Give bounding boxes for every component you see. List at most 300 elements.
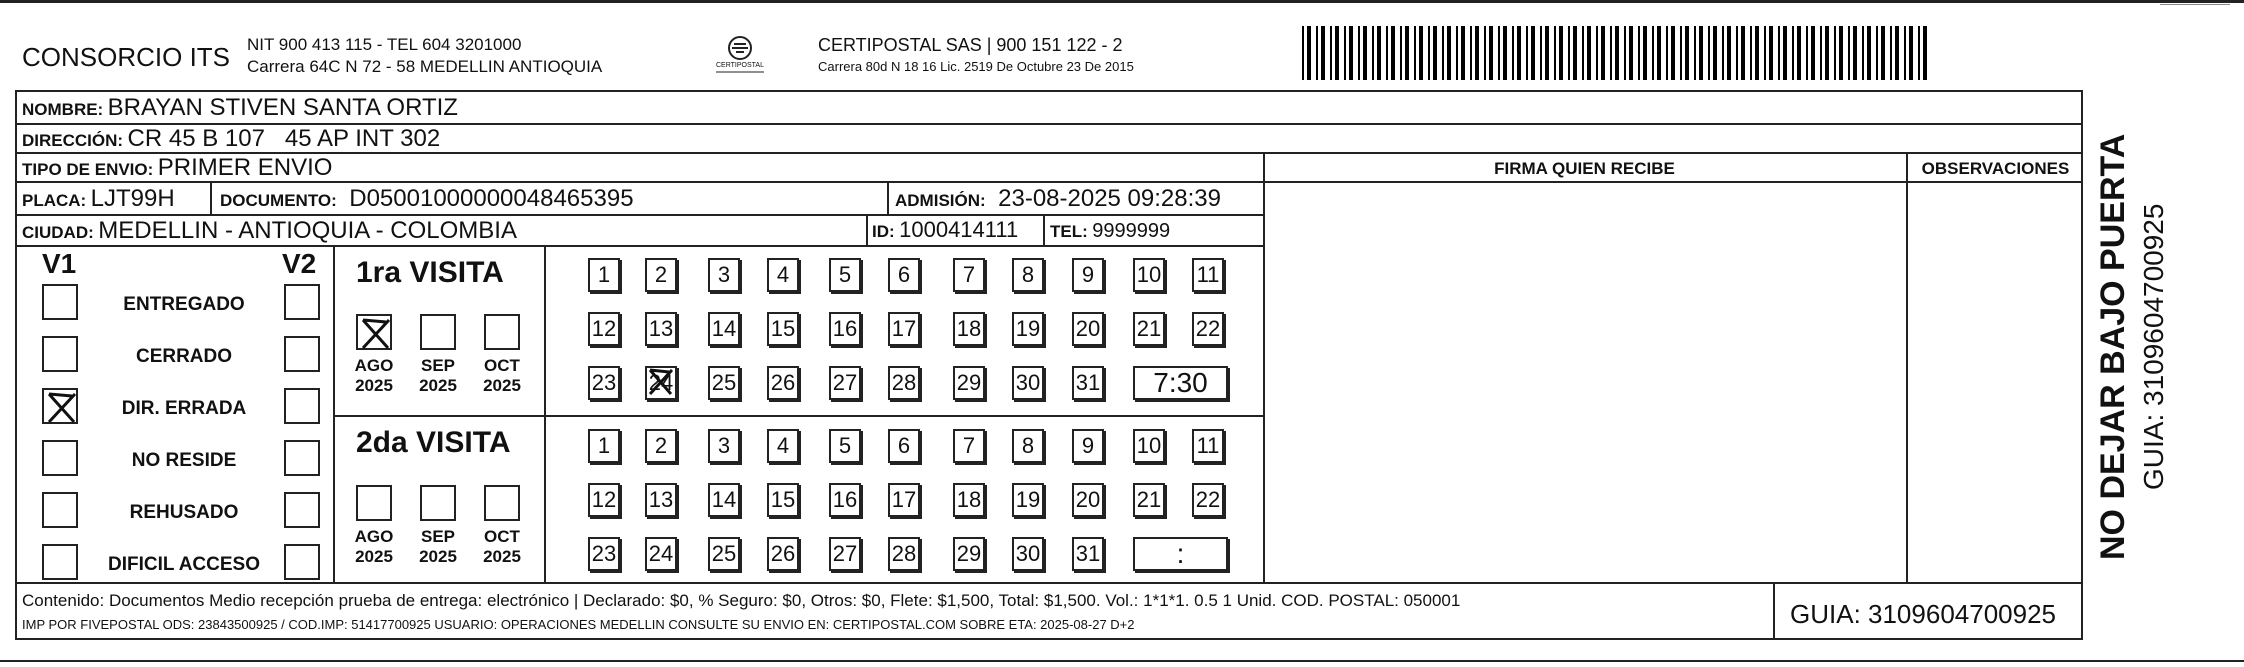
- barcode-bar: [1442, 26, 1444, 80]
- courier-name: CERTIPOSTAL SAS | 900 151 122 - 2: [818, 35, 1123, 55]
- barcode-bar: [1657, 26, 1661, 80]
- day-box[interactable]: [1072, 483, 1104, 517]
- day-box[interactable]: [829, 258, 861, 292]
- courier-address: Carrera 80d N 18 16 Lic. 2519 De Octubre 23 De 2015: [818, 59, 1134, 74]
- status-v1-checkbox[interactable]: [42, 440, 78, 476]
- status-v2-checkbox[interactable]: [284, 544, 320, 580]
- barcode-bar: [1512, 26, 1514, 80]
- day-box[interactable]: [645, 429, 677, 463]
- x-mark-icon: [358, 316, 394, 352]
- day-number: 14: [711, 487, 737, 512]
- day-box[interactable]: [953, 429, 985, 463]
- ciudad-field: [22, 219, 517, 243]
- barcode-bar: [1820, 26, 1822, 80]
- barcode-bar: [1386, 26, 1388, 80]
- day-box[interactable]: [829, 366, 861, 400]
- barcode-bar: [1839, 26, 1843, 80]
- day-box[interactable]: [1012, 483, 1044, 517]
- day-number: 2: [654, 433, 668, 458]
- day-box[interactable]: [708, 366, 740, 400]
- day-number: 7: [962, 262, 976, 287]
- day-box[interactable]: [1133, 429, 1165, 463]
- barcode-bar: [1405, 26, 1409, 80]
- barcode-bar: [1755, 26, 1759, 80]
- day-number: 11: [1196, 433, 1220, 458]
- barcode-bar: [1610, 26, 1612, 80]
- month-label: [408, 527, 468, 566]
- barcode-bar: [1811, 26, 1815, 80]
- v1-header: V1: [42, 248, 77, 279]
- day-box[interactable]: [829, 537, 861, 571]
- barcode-bar: [1727, 26, 1731, 80]
- x-mark-icon: [645, 366, 677, 398]
- day-box[interactable]: [888, 312, 920, 346]
- day-box[interactable]: [1012, 258, 1044, 292]
- day-number: 21: [1136, 316, 1162, 341]
- nombre-field: [22, 96, 458, 120]
- day-box[interactable]: [1192, 429, 1224, 463]
- day-number: 1: [597, 262, 611, 287]
- direccion-label: DIRECCIÓN:: [22, 131, 124, 150]
- barcode-bar: [1769, 26, 1773, 80]
- day-number: 3: [717, 433, 731, 458]
- day-number: 17: [891, 487, 917, 512]
- status-label: DIFICIL ACCESO: [107, 554, 260, 575]
- day-box[interactable]: [1072, 312, 1104, 346]
- footer-guia: GUIA: 3109604700925: [1790, 599, 2056, 629]
- day-number: 26: [770, 370, 796, 395]
- placa-field: [22, 187, 175, 211]
- month-checkbox[interactable]: [484, 485, 520, 521]
- day-number: 17: [891, 316, 917, 341]
- barcode-bar: [1853, 26, 1857, 80]
- row-line: [15, 245, 1263, 247]
- day-box[interactable]: [953, 366, 985, 400]
- ciudad-label: CIUDAD:: [22, 223, 94, 242]
- day-number: 20: [1075, 487, 1101, 512]
- id-field: [872, 219, 1018, 241]
- month-name: OCT: [484, 527, 520, 546]
- day-number: 21: [1136, 487, 1162, 512]
- barcode-bar: [1316, 26, 1318, 80]
- footer-content: Contenido: Documentos Medio recepción prueba de entrega: electrónico | Declarado: $0, % Seguro: $0, Otros: $0, Flete: $1,500, Total: $1,500. Vol.: 1*1*1. 0.5 1 Unid. COD. POSTAL: 050001: [22, 591, 1461, 610]
- barcode-bar: [1489, 26, 1493, 80]
- barcode-bar: [1713, 26, 1717, 80]
- tel-field: [1050, 221, 1170, 241]
- barcode-bar: [1825, 26, 1829, 80]
- day-number: 2: [654, 262, 668, 287]
- barcode-bar: [1503, 26, 1507, 80]
- time-field[interactable]: [1133, 537, 1228, 571]
- barcode-bar: [1377, 26, 1381, 80]
- barcode-bar: [1736, 26, 1738, 80]
- day-box[interactable]: [1133, 312, 1165, 346]
- day-number: 10: [1136, 433, 1162, 458]
- day-box[interactable]: [708, 483, 740, 517]
- day-box[interactable]: [1012, 537, 1044, 571]
- month-year: 2025: [483, 546, 521, 566]
- barcode-bar: [1680, 26, 1682, 80]
- barcode-bar: [1652, 26, 1654, 80]
- barcode-bar: [1862, 26, 1864, 80]
- day-number: 31: [1075, 370, 1101, 395]
- barcode-bar: [1358, 26, 1360, 80]
- barcode-bar: [1624, 26, 1626, 80]
- col-line: [887, 183, 889, 214]
- month-label: [344, 356, 404, 395]
- placa-value: LJT99H: [90, 185, 175, 212]
- footer-imp: IMP POR FIVEPOSTAL ODS: 23843500925 / COD.IMP: 51417700925 USUARIO: OPERACIONES MEDELLIN CONSULTE SU ENVIO EN: CERTIPOSTAL.COM SOBRE ETA: 2025-08-27 D+2: [22, 617, 1135, 632]
- day-number: 27: [832, 541, 858, 566]
- day-box[interactable]: [1072, 537, 1104, 571]
- visit1-title: 1ra VISITA: [356, 256, 504, 289]
- no-dejar-warning: NO DEJAR BAJO PUERTA: [2094, 133, 2132, 560]
- observaciones-header: OBSERVACIONES: [1921, 159, 2070, 178]
- day-box[interactable]: [953, 258, 985, 292]
- day-box[interactable]: [645, 537, 677, 571]
- barcode-bar: [1895, 26, 1899, 80]
- barcode-bar: [1778, 26, 1780, 80]
- barcode-bar: [1428, 26, 1430, 80]
- day-box[interactable]: [767, 366, 799, 400]
- month-label: [408, 356, 468, 395]
- barcode-bar: [1708, 26, 1710, 80]
- day-box[interactable]: [708, 258, 740, 292]
- documento-label: DOCUMENTO:: [220, 191, 337, 210]
- barcode-bar: [1666, 26, 1668, 80]
- barcode-bar: [1484, 26, 1486, 80]
- status-v1-checkbox[interactable]: [42, 336, 78, 372]
- day-number: 13: [648, 487, 674, 512]
- month-year: 2025: [419, 546, 457, 566]
- status-v2-checkbox[interactable]: [284, 440, 320, 476]
- day-box[interactable]: [1012, 366, 1044, 400]
- tipo-field: [22, 156, 332, 180]
- barcode-bar: [1498, 26, 1500, 80]
- company-address: Carrera 64C N 72 - 58 MEDELLIN ANTIOQUIA: [247, 57, 603, 76]
- day-number: 6: [897, 433, 911, 458]
- day-box[interactable]: [588, 483, 620, 517]
- admision-label: ADMISIÓN:: [895, 191, 986, 210]
- day-box[interactable]: [888, 366, 920, 400]
- day-number: 22: [1195, 487, 1221, 512]
- day-box[interactable]: [588, 312, 620, 346]
- day-box[interactable]: [888, 483, 920, 517]
- status-label: DIR. ERRADA: [121, 398, 247, 419]
- month-checkbox[interactable]: [356, 485, 392, 521]
- col-line: [866, 216, 868, 245]
- barcode-bar: [1470, 26, 1472, 80]
- barcode-bar: [1923, 26, 1927, 80]
- month-name: AGO: [354, 356, 394, 375]
- day-box[interactable]: [953, 312, 985, 346]
- barcode-bar: [1526, 26, 1528, 80]
- documento-value: D05001000000048465395: [349, 185, 634, 212]
- month-year: 2025: [419, 375, 457, 395]
- status-v1-checkbox[interactable]: [42, 544, 78, 580]
- day-box[interactable]: [767, 537, 799, 571]
- barcode-bar: [1363, 26, 1367, 80]
- day-number: 9: [1081, 262, 1095, 287]
- day-box[interactable]: [767, 312, 799, 346]
- day-box[interactable]: [1012, 429, 1044, 463]
- month-year: 2025: [355, 546, 393, 566]
- day-box[interactable]: [1192, 312, 1224, 346]
- day-box[interactable]: [645, 366, 677, 400]
- month-name: AGO: [354, 527, 394, 546]
- col-line: [1263, 152, 1265, 582]
- day-number: 3: [717, 262, 731, 287]
- logo-text: CERTIPOSTAL: [716, 62, 764, 69]
- day-number: 28: [891, 370, 917, 395]
- day-box[interactable]: [1072, 429, 1104, 463]
- day-number: 22: [1195, 316, 1221, 341]
- nombre-label: NOMBRE:: [22, 100, 104, 119]
- day-box[interactable]: [645, 258, 677, 292]
- bottom-rule: [0, 660, 2244, 662]
- barcode-bar: [1540, 26, 1542, 80]
- barcode-bar: [1330, 26, 1332, 80]
- day-box[interactable]: [1133, 258, 1165, 292]
- day-box[interactable]: [588, 537, 620, 571]
- barcode-bar: [1596, 26, 1598, 80]
- barcode-bar: [1741, 26, 1745, 80]
- day-box[interactable]: [888, 537, 920, 571]
- day-box[interactable]: [1192, 258, 1224, 292]
- day-number: 8: [1021, 433, 1035, 458]
- month-label: [344, 527, 404, 566]
- day-number: 19: [1015, 316, 1041, 341]
- barcode-bar: [1671, 26, 1675, 80]
- x-mark-icon: [44, 390, 80, 426]
- day-number: 11: [1196, 262, 1220, 287]
- day-number: 15: [770, 316, 796, 341]
- month-name: SEP: [420, 527, 456, 546]
- status-v2-checkbox[interactable]: [284, 388, 320, 424]
- month-name: SEP: [420, 356, 456, 375]
- day-box[interactable]: [645, 483, 677, 517]
- day-number: 24: [648, 541, 674, 566]
- day-number: 25: [711, 370, 737, 395]
- direccion-field: [22, 127, 440, 151]
- barcode-bar: [1400, 26, 1402, 80]
- status-v2-checkbox[interactable]: [284, 336, 320, 372]
- month-checkbox[interactable]: [356, 314, 392, 350]
- admision-value: 23-08-2025 09:28:39: [998, 185, 1221, 212]
- barcode-bar: [1447, 26, 1451, 80]
- direccion-value: CR 45 B 107 45 AP INT 302: [127, 125, 441, 152]
- day-number: 30: [1015, 370, 1041, 395]
- admision-field: [895, 187, 1221, 211]
- day-number: 5: [838, 433, 852, 458]
- time-value: 7:30: [1153, 367, 1208, 398]
- tel-value: 9999999: [1092, 220, 1171, 242]
- month-checkbox[interactable]: [420, 485, 456, 521]
- barcode-bar: [1587, 26, 1591, 80]
- day-box[interactable]: [953, 537, 985, 571]
- day-number: 7: [962, 433, 976, 458]
- ciudad-value: MEDELLIN - ANTIOQUIA - COLOMBIA: [98, 217, 517, 244]
- day-box[interactable]: [953, 483, 985, 517]
- time-field[interactable]: [1133, 366, 1228, 400]
- day-number: 29: [956, 370, 982, 395]
- day-number: 19: [1015, 487, 1041, 512]
- placa-label: PLACA:: [22, 191, 87, 210]
- day-number: 4: [776, 262, 790, 287]
- status-label: REHUSADO: [129, 502, 239, 523]
- barcode-bar: [1344, 26, 1346, 80]
- col-line: [210, 183, 212, 214]
- top-rule: [0, 0, 2244, 3]
- day-number: 20: [1075, 316, 1101, 341]
- day-box[interactable]: [708, 429, 740, 463]
- day-box[interactable]: [767, 483, 799, 517]
- day-box[interactable]: [1072, 258, 1104, 292]
- day-number: 30: [1015, 541, 1041, 566]
- barcode-bar: [1904, 26, 1906, 80]
- barcode-bar: [1391, 26, 1395, 80]
- status-v1-checkbox[interactable]: [42, 492, 78, 528]
- day-box[interactable]: [1012, 312, 1044, 346]
- day-box[interactable]: [588, 366, 620, 400]
- barcode-bar: [1372, 26, 1374, 80]
- barcode: [1302, 26, 1929, 80]
- barcode-bar: [1554, 26, 1556, 80]
- day-box[interactable]: [588, 429, 620, 463]
- barcode-bar: [1419, 26, 1423, 80]
- day-number: 8: [1021, 262, 1035, 287]
- barcode-bar: [1601, 26, 1605, 80]
- day-box[interactable]: [888, 429, 920, 463]
- barcode-bar: [1531, 26, 1535, 80]
- row-line: [1263, 181, 2083, 183]
- day-number: 31: [1075, 541, 1101, 566]
- barcode-bar: [1307, 26, 1311, 80]
- day-number: 18: [956, 487, 982, 512]
- barcode-bar: [1559, 26, 1563, 80]
- company-name: CONSORCIO ITS: [22, 42, 231, 72]
- day-box[interactable]: [829, 429, 861, 463]
- month-name: OCT: [484, 356, 520, 375]
- barcode-bar: [1867, 26, 1871, 80]
- status-v1-checkbox[interactable]: [42, 388, 78, 424]
- day-number: 28: [891, 541, 917, 566]
- day-number: 13: [648, 316, 674, 341]
- tipo-value: PRIMER ENVIO: [157, 154, 333, 181]
- status-v2-checkbox[interactable]: [284, 284, 320, 320]
- month-label: [472, 356, 532, 395]
- barcode-bar: [1433, 26, 1437, 80]
- day-box[interactable]: [645, 312, 677, 346]
- company-nit: NIT 900 413 115 - TEL 604 3201000: [247, 35, 522, 54]
- day-box[interactable]: [708, 537, 740, 571]
- barcode-bar: [1573, 26, 1577, 80]
- day-number: 29: [956, 541, 982, 566]
- day-number: 12: [591, 487, 617, 512]
- row-line: [333, 415, 1263, 417]
- barcode-bar: [1806, 26, 1808, 80]
- day-box[interactable]: [888, 258, 920, 292]
- day-box[interactable]: [767, 429, 799, 463]
- firma-header: FIRMA QUIEN RECIBE: [1494, 159, 1675, 178]
- barcode-bar: [1876, 26, 1878, 80]
- barcode-bar: [1321, 26, 1325, 80]
- tipo-label: TIPO DE ENVIO:: [22, 160, 154, 179]
- month-year: 2025: [483, 375, 521, 395]
- barcode-bar: [1456, 26, 1458, 80]
- barcode-bar: [1909, 26, 1913, 80]
- barcode-bar: [1722, 26, 1724, 80]
- day-box[interactable]: [1072, 366, 1104, 400]
- barcode-bar: [1582, 26, 1584, 80]
- status-label: ENTREGADO: [123, 294, 245, 315]
- tel-label: TEL:: [1050, 222, 1088, 241]
- day-number: 23: [591, 370, 617, 395]
- barcode-bar: [1517, 26, 1521, 80]
- day-box[interactable]: [1192, 483, 1224, 517]
- documento-field: [220, 187, 634, 211]
- day-box[interactable]: [829, 312, 861, 346]
- day-number: 5: [838, 262, 852, 287]
- status-v1-checkbox[interactable]: [42, 284, 78, 320]
- top-dash: [2160, 4, 2230, 5]
- month-checkbox[interactable]: [420, 314, 456, 350]
- col-line: [1773, 584, 1775, 640]
- barcode-bar: [1881, 26, 1885, 80]
- barcode-bar: [1783, 26, 1787, 80]
- barcode-bar: [1699, 26, 1703, 80]
- barcode-bar: [1694, 26, 1696, 80]
- v2-header: V2: [282, 248, 317, 279]
- barcode-bar: [1834, 26, 1836, 80]
- barcode-bar: [1643, 26, 1647, 80]
- month-label: [472, 527, 532, 566]
- barcode-bar: [1848, 26, 1850, 80]
- barcode-bar: [1568, 26, 1570, 80]
- day-box[interactable]: [588, 258, 620, 292]
- barcode-bar: [1685, 26, 1689, 80]
- barcode-bar: [1918, 26, 1920, 80]
- day-box[interactable]: [767, 258, 799, 292]
- day-number: 27: [832, 370, 858, 395]
- day-number: 24: [648, 370, 674, 395]
- month-checkbox[interactable]: [484, 314, 520, 350]
- certipostal-logo: [710, 34, 770, 78]
- day-box[interactable]: [829, 483, 861, 517]
- barcode-bar: [1764, 26, 1766, 80]
- barcode-bar: [1414, 26, 1416, 80]
- barcode-bar: [1349, 26, 1353, 80]
- day-number: 12: [591, 316, 617, 341]
- barcode-bar: [1629, 26, 1633, 80]
- barcode-bar: [1335, 26, 1339, 80]
- day-number: 16: [832, 316, 858, 341]
- id-value: 1000414111: [899, 217, 1019, 242]
- barcode-bar: [1890, 26, 1892, 80]
- barcode-bar: [1750, 26, 1752, 80]
- col-line: [1906, 152, 1908, 582]
- day-number: 18: [956, 316, 982, 341]
- day-number: 9: [1081, 433, 1095, 458]
- barcode-bar: [1475, 26, 1479, 80]
- status-v2-checkbox[interactable]: [284, 492, 320, 528]
- barcode-bar: [1615, 26, 1619, 80]
- time-value: :: [1176, 538, 1185, 569]
- day-box[interactable]: [708, 312, 740, 346]
- day-box[interactable]: [1133, 483, 1165, 517]
- month-year: 2025: [355, 375, 393, 395]
- row-line: [15, 214, 1263, 216]
